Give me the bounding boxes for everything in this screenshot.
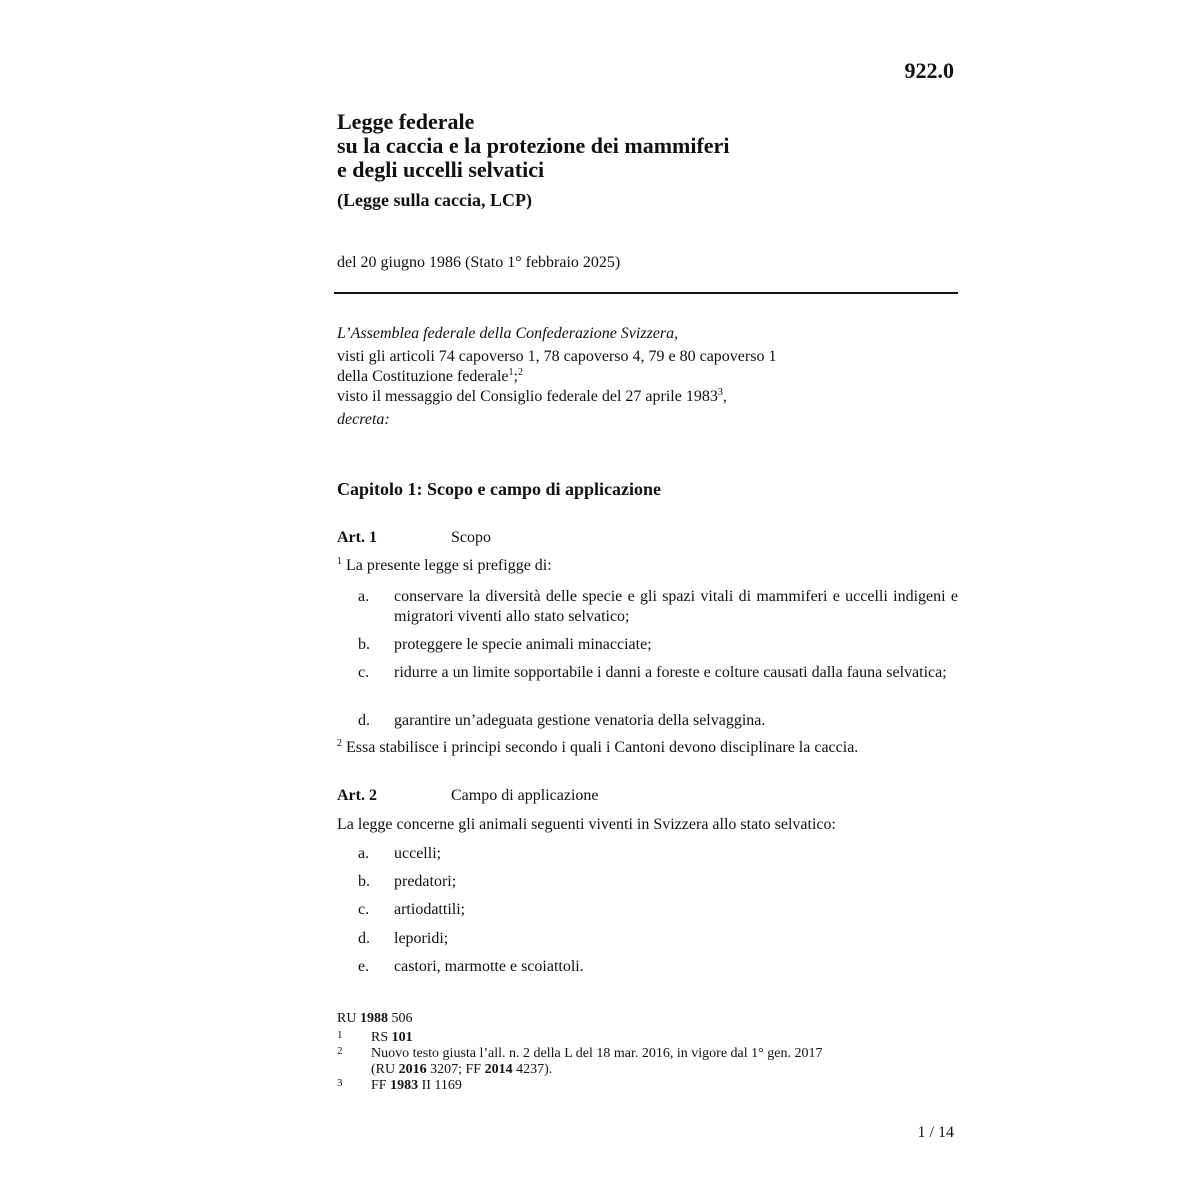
- item-letter: c.: [358, 901, 370, 918]
- list-item: [358, 587, 958, 627]
- title-line: Legge federale: [337, 109, 475, 134]
- article-2-intro: La legge concerne gli animali seguenti viventi in Svizzera allo stato selvatico:: [337, 816, 836, 833]
- article-2-heading: [337, 787, 599, 805]
- list-item: [358, 635, 958, 655]
- paragraph-text: Essa stabilisce i principi secondo i quali i Cantoni devono disciplinare la caccia.: [346, 739, 859, 756]
- footnote-text: RS: [371, 1030, 392, 1045]
- item-text: predatori;: [394, 873, 457, 890]
- paragraph-number: 1: [337, 556, 342, 567]
- list-item: [358, 957, 958, 977]
- item-letter: a.: [358, 588, 370, 605]
- footnote-text: II 1169: [418, 1078, 462, 1093]
- preamble: [337, 324, 776, 430]
- title-line: su la caccia e la protezione dei mammiferi: [337, 133, 730, 158]
- chapter-heading: Capitolo 1: Scopo e campo di applicazione: [337, 479, 662, 499]
- list-item: [358, 900, 958, 920]
- footnote-number: 3: [337, 1077, 343, 1089]
- paragraph-number: 2: [337, 738, 342, 749]
- item-letter: d.: [358, 712, 370, 729]
- article-1-paragraph-1: [337, 557, 957, 575]
- footnotes: [337, 1011, 822, 1094]
- title-line: e degli uccelli selvatici: [337, 157, 545, 182]
- ru-year: 1988: [359, 1011, 388, 1026]
- footnote-bold: 101: [391, 1030, 413, 1045]
- sr-number: 922.0: [904, 58, 954, 83]
- paragraph-text: La presente legge si prefigge di:: [346, 557, 552, 574]
- footnote-text-line2: [371, 1062, 822, 1078]
- item-text: castori, marmotte e scoiattoli.: [394, 958, 584, 975]
- article-number: Art. 2: [337, 787, 377, 804]
- article-1-paragraph-2: [337, 739, 957, 757]
- preamble-text: della Costituzione federale: [337, 368, 509, 385]
- preamble-text: visto il messaggio del Consiglio federale del 27 aprile 1983: [337, 388, 718, 405]
- footnote-2: [337, 1046, 822, 1078]
- title-divider: [334, 292, 958, 294]
- footnote-3: [337, 1078, 822, 1094]
- preamble-punct: ,: [722, 388, 727, 405]
- item-letter: a.: [358, 845, 370, 862]
- footnote-text: 3207; FF: [426, 1062, 485, 1077]
- footnote-text: Nuovo testo giusta l’all. n. 2 della L del 18 mar. 2016, in vigore dal 1° gen. 2017: [371, 1046, 823, 1061]
- item-letter: b.: [358, 873, 370, 890]
- footnote-ref-3[interactable]: 3: [717, 387, 723, 398]
- item-text: proteggere le specie animali minacciate;: [394, 636, 652, 653]
- ru-prefix: RU: [337, 1011, 360, 1026]
- footnote-text: 4237).: [512, 1062, 553, 1077]
- date-line: del 20 giugno 1986 (Stato 1° febbraio 2025): [337, 254, 621, 271]
- preamble-assembly: L’Assemblea federale della Confederazione Svizzera,: [337, 325, 679, 342]
- article-title: Campo di applicazione: [451, 787, 599, 804]
- item-letter: d.: [358, 930, 370, 947]
- item-text: conservare la diversità delle specie e gli spazi vitali di mammiferi e uccelli indigeni e migratori viventi allo stato selvatico;: [394, 588, 958, 625]
- article-1-heading: [337, 529, 491, 547]
- article-number: Art. 1: [337, 529, 377, 546]
- footnote-text: (RU: [371, 1062, 399, 1077]
- item-text: garantire un’adeguata gestione venatoria della selvaggina.: [394, 712, 766, 729]
- preamble-separator: ;: [513, 368, 518, 385]
- item-text: ridurre a un limite sopportabile i danni a foreste e colture causati dalla fauna selvatica;: [394, 664, 947, 681]
- ru-reference: [337, 1011, 822, 1027]
- footnote-text: FF: [371, 1078, 391, 1093]
- footnote-bold: 2016: [398, 1062, 427, 1077]
- item-letter: e.: [358, 958, 370, 975]
- footnote-1: [337, 1030, 822, 1046]
- preamble-decreta: decreta:: [337, 411, 390, 428]
- law-title: [337, 110, 729, 211]
- item-letter: c.: [358, 664, 370, 681]
- item-text: leporidi;: [394, 930, 449, 947]
- list-item: [358, 711, 958, 731]
- footnote-ref-1[interactable]: 1: [508, 367, 514, 378]
- footnote-bold: 1983: [390, 1078, 419, 1093]
- preamble-line: [337, 387, 776, 407]
- footnote-number: 1: [337, 1029, 343, 1041]
- ru-page: 506: [387, 1011, 413, 1026]
- list-item: [358, 663, 958, 683]
- item-text: artiodattili;: [394, 901, 466, 918]
- list-item: [358, 844, 958, 864]
- page-number: 1 / 14: [917, 1124, 954, 1141]
- footnote-ref-2[interactable]: 2: [517, 367, 523, 378]
- preamble-line: visti gli articoli 74 capoverso 1, 78 capoverso 4, 79 e 80 capoverso 1: [337, 348, 777, 365]
- list-item: [358, 929, 958, 949]
- list-item: [358, 872, 958, 892]
- footnote-bold: 2014: [484, 1062, 513, 1077]
- item-letter: b.: [358, 636, 370, 653]
- preamble-line: [337, 367, 776, 387]
- footnote-number: 2: [337, 1045, 343, 1057]
- item-text: uccelli;: [394, 845, 442, 862]
- article-title: Scopo: [451, 529, 491, 546]
- short-title: (Legge sulla caccia, LCP): [337, 190, 532, 210]
